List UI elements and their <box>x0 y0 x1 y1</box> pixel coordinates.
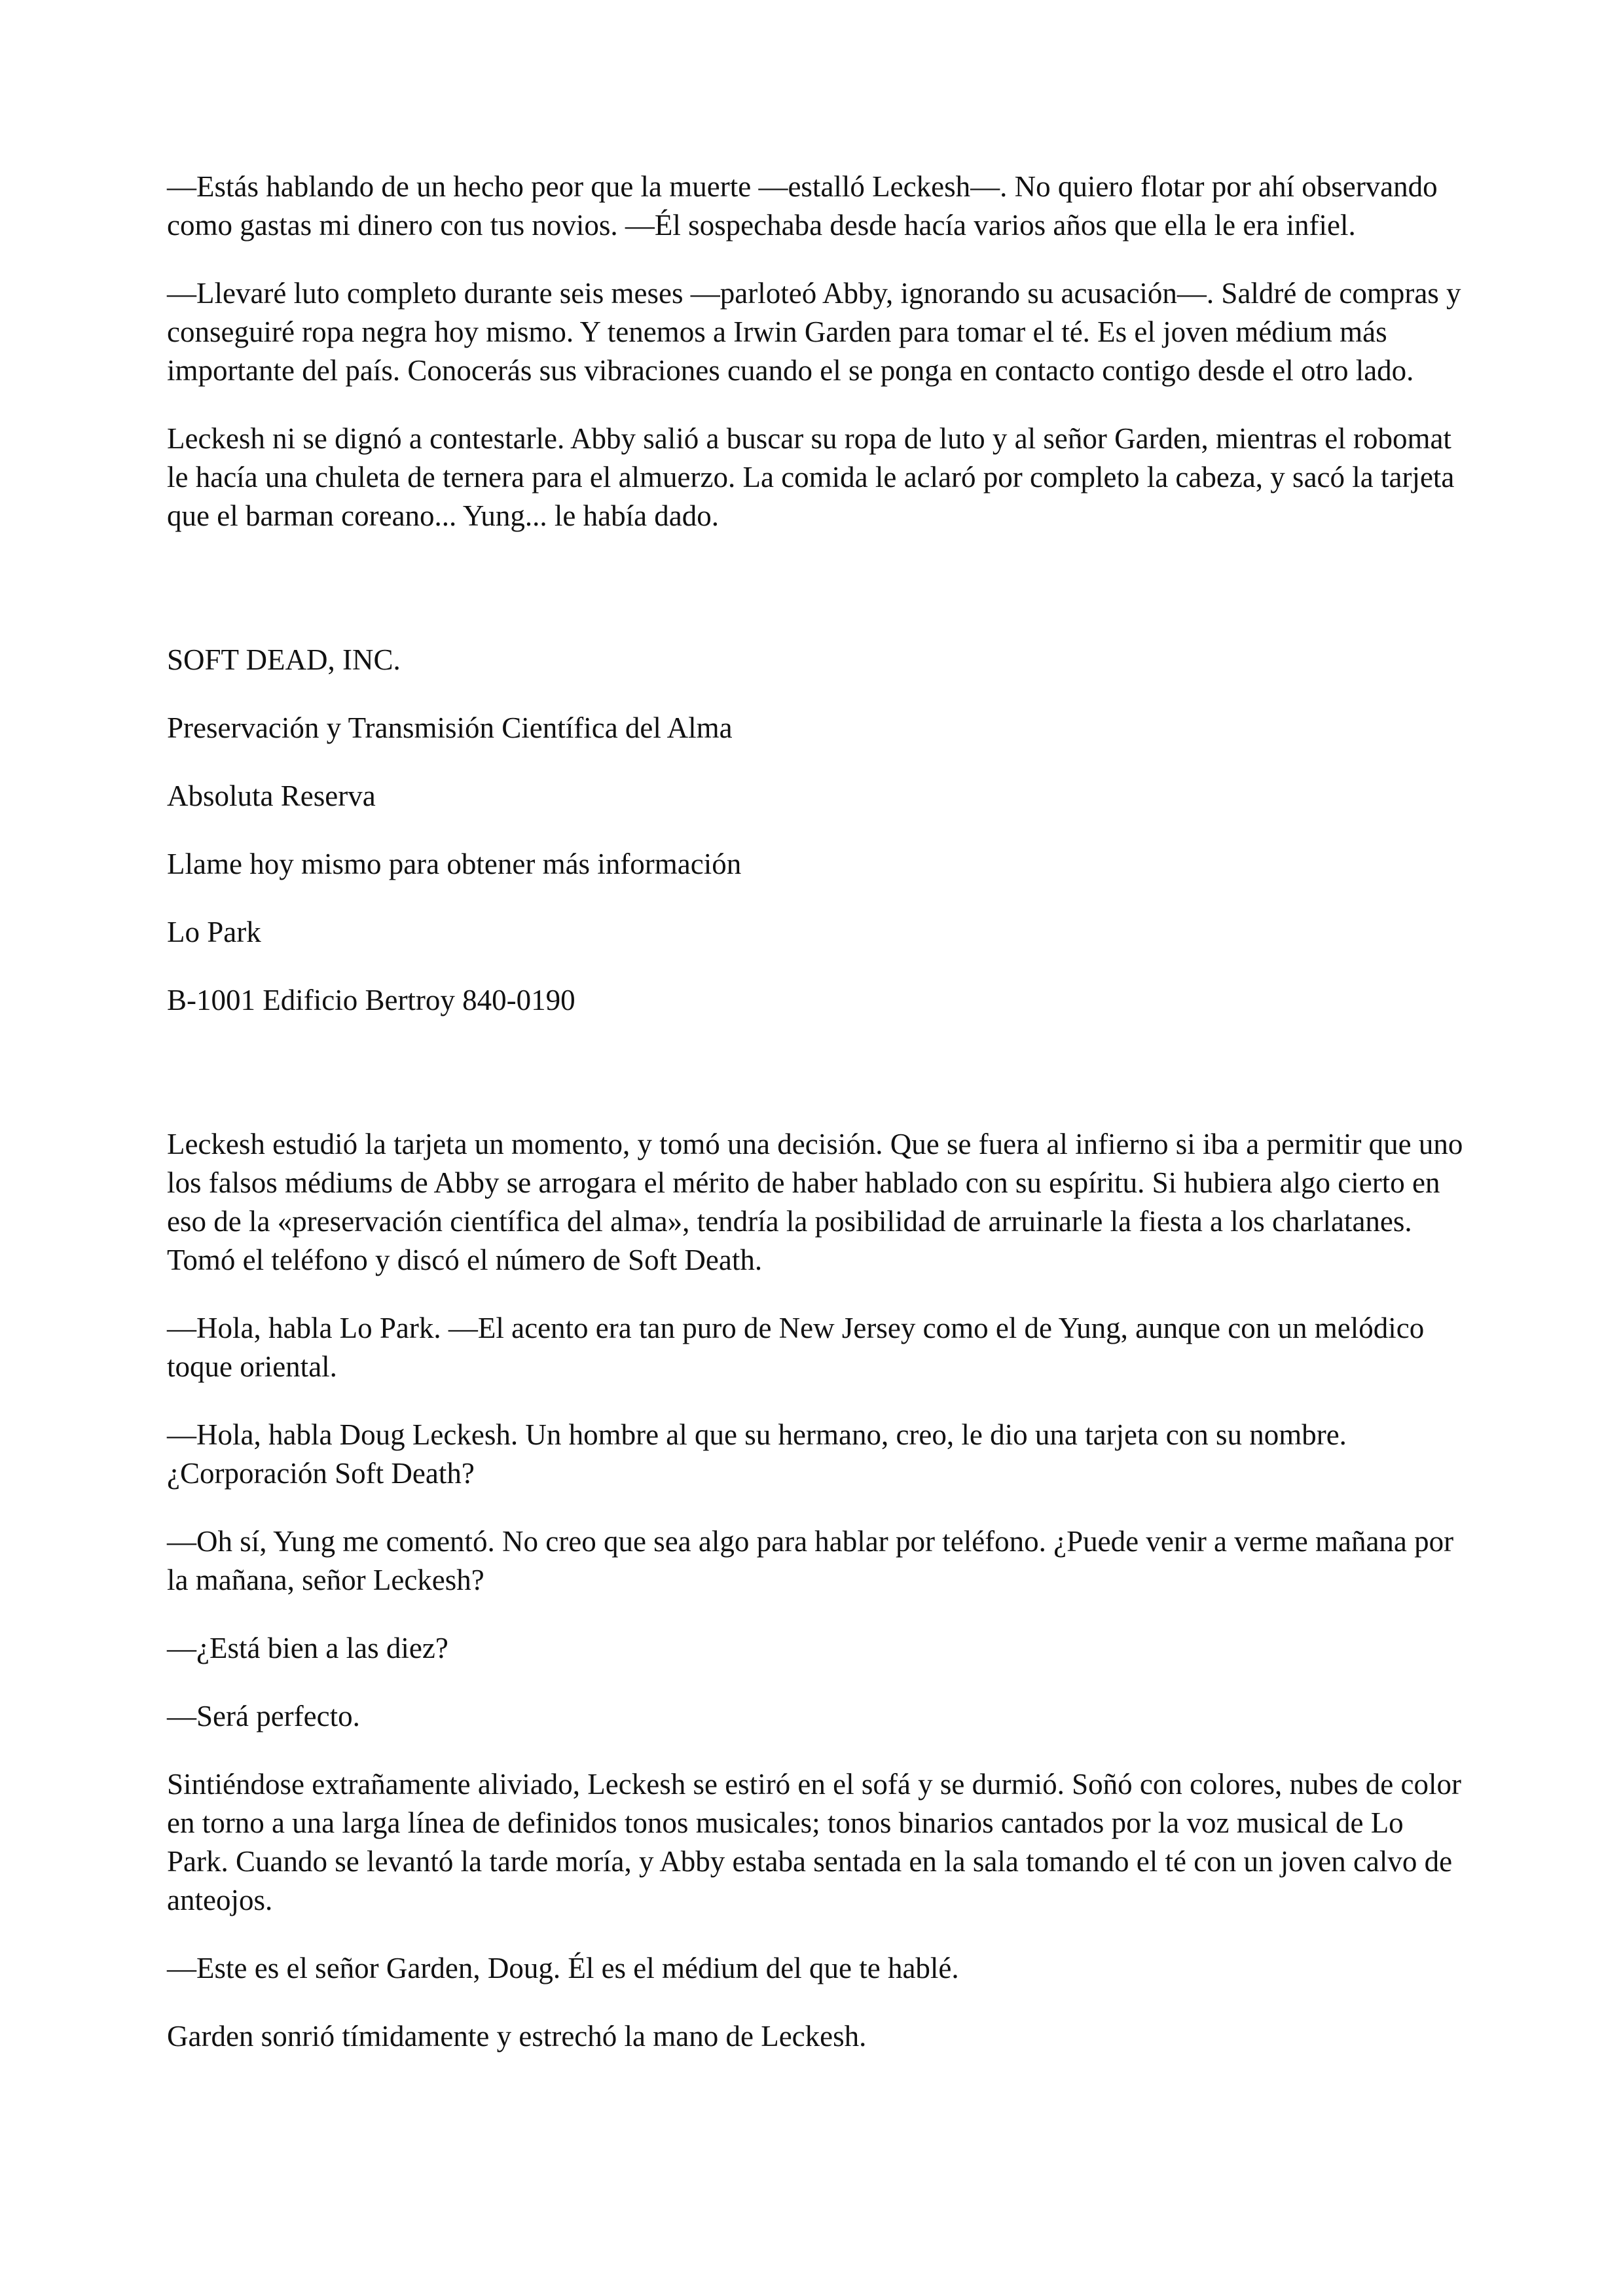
card-call-to-action: Llame hoy mismo para obtener más información <box>167 848 742 880</box>
card-company-name: SOFT DEAD, INC. <box>167 643 401 676</box>
paragraph: —Este es el señor Garden, Doug. Él es el médium del que te hablé. <box>167 1952 959 1984</box>
section-gap <box>167 565 1470 641</box>
card-address-phone: B-1001 Edificio Bertroy 840-0190 <box>167 984 575 1016</box>
paragraph: —Estás hablando de un hecho peor que la muerte —estalló Leckesh—. No quiero flotar por ahí observando como gastas mi dinero con tus novios. —Él sospechaba desde hacía varios años que ella le era infiel. <box>167 170 1438 242</box>
business-card-text <box>167 641 1470 1020</box>
card-contact-name: Lo Park <box>167 916 261 948</box>
paragraph: —Será perfecto. <box>167 1700 360 1732</box>
paragraph: Sintiéndose extrañamente aliviado, Leckesh se estiró en el sofá y se durmió. Soñó con colores, nubes de color en torno a una larga línea de definidos tonos musicales; tonos binarios cantados por la voz musical de Lo Park. Cuando se levantó la tarde moría, y Abby estaba sentada en la sala tomando el té con un joven calvo de anteojos. <box>167 1768 1461 1916</box>
paragraph: —Hola, habla Doug Leckesh. Un hombre al que su hermano, creo, le dio una tarjeta con su nombre. ¿Corporación Soft Death? <box>167 1418 1347 1490</box>
paragraph: —Hola, habla Lo Park. —El acento era tan puro de New Jersey como el de Yung, aunque con un melódico toque oriental. <box>167 1312 1425 1383</box>
paragraph: Garden sonrió tímidamente y estrechó la mano de Leckesh. <box>167 2020 867 2053</box>
paragraph: —¿Está bien a las diez? <box>167 1632 448 1664</box>
page-text <box>167 168 1470 2085</box>
paragraph: Leckesh ni se dignó a contestarle. Abby salió a buscar su ropa de luto y al señor Garden, mientras el robomat le hacía una chuleta de ternera para el almuerzo. La comida le aclaró por completo la cabeza, y sacó la tarjeta que el barman coreano... Yung... le había dado. <box>167 422 1455 532</box>
paragraph: Leckesh estudió la tarjeta un momento, y tomó una decisión. Que se fuera al infierno si iba a permitir que uno los falsos médiums de Abby se arrogara el mérito de haber hablado con su espíritu. Si hubiera algo cierto en eso de la «preservación científica del alma», tendría la posibilidad de arruinarle la fiesta a los charlatanes. Tomó el teléfono y discó el número de Soft Death. <box>167 1128 1463 1276</box>
section-gap <box>167 1049 1470 1125</box>
paragraph: —Oh sí, Yung me comentó. No creo que sea algo para hablar por teléfono. ¿Puede venir a verme mañana por la mañana, señor Leckesh? <box>167 1525 1454 1596</box>
card-tagline: Preservación y Transmisión Científica del Alma <box>167 711 733 744</box>
paragraph: —Llevaré luto completo durante seis meses —parloteó Abby, ignorando su acusación—. Saldré de compras y conseguiré ropa negra hoy mismo. Y tenemos a Irwin Garden para tomar el té. Es el joven médium más importante del país. Conocerás sus vibraciones cuando el se ponga en contacto contigo desde el otro lado. <box>167 277 1461 387</box>
card-privacy-note: Absoluta Reserva <box>167 780 376 812</box>
